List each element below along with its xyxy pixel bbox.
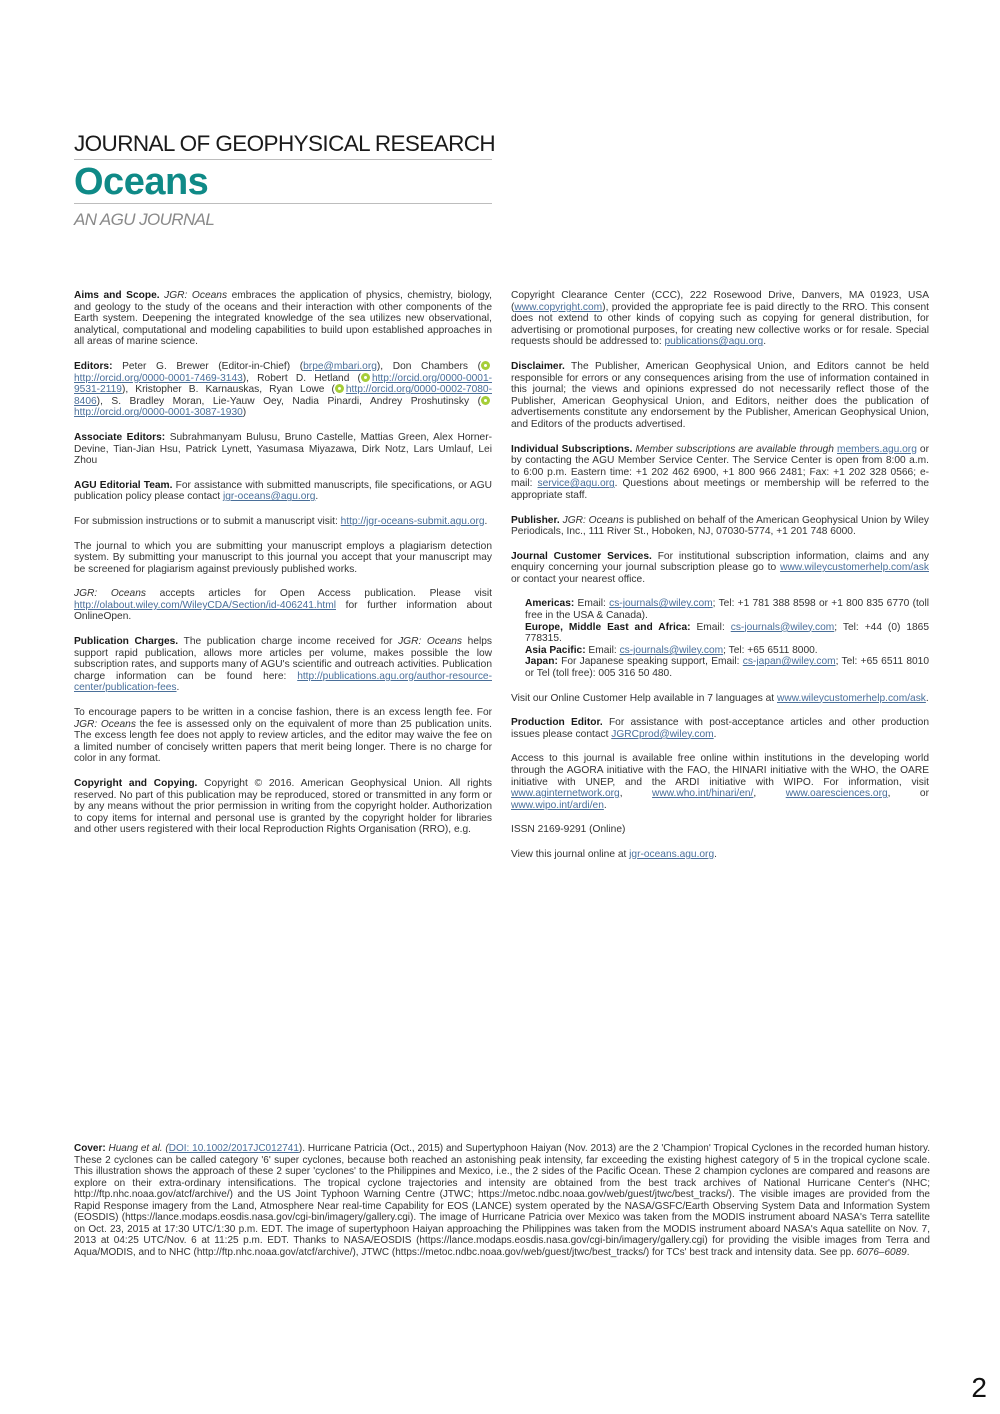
orcid-icon — [481, 361, 490, 370]
customer-help-link[interactable]: www.wileycustomerhelp.com/ask — [780, 562, 929, 574]
office-asia-pacific — [525, 645, 929, 657]
paragraph-text: ), provided the appropriate fee is paid directly to the RRO. This consent does not extend to other kinds of copying such as copying for general distribution, for advertising or promotional purposes, for creating new collective works or for resale. Special requests should be addressed to: — [511, 301, 929, 348]
paragraph-text: For Japanese speaking support, Email: — [557, 656, 743, 668]
paragraph-text: or by contacting the AGU Member Service Center. The Service Center is open from 8:00 a.m. to 6:00 p.m. Eastern time: +1 202 462 6900, +1 800 966 2481; Fax: +1 202 328 0566; e-mail: — [511, 443, 929, 490]
punctuation: . — [484, 515, 488, 527]
regional-offices — [525, 598, 929, 679]
paragraph-text: ; Tel: +44 (0) 1865 778315. — [525, 621, 929, 645]
paragraph-text: . Questions about meetings or membership will be referred to the appropriate staff. — [511, 478, 929, 501]
copyright-continued — [511, 290, 929, 348]
publication-charges — [74, 636, 492, 694]
punctuation: . — [603, 799, 607, 811]
journal-ref: JGR: Oceans — [74, 588, 146, 600]
paragraph-text: ), Robert D. Hetland ( — [242, 372, 361, 384]
paragraph-text: the fee is assessed only on the equivalent of more than 25 publication units. The excess length fee does not apply to review articles, and the editor may waive the fee on a limited number of concisely written papers that merit being longer. There is no charge for color in any format. — [74, 718, 492, 765]
paragraph-text: for further information about OnlineOpen. — [74, 599, 492, 623]
copyright-link[interactable]: www.copyright.com — [514, 301, 603, 313]
journal-customer-services — [511, 551, 929, 586]
paragraph-text: View this journal online at — [511, 848, 630, 860]
region-label: Europe, Middle East and Africa: — [525, 621, 691, 633]
paragraph-text: Email: — [585, 644, 620, 656]
paragraph-text: embraces the application of physics, chemistry, biology, and geology to the study of the oceans and their interaction with other components of the Earth system. Deepening the integrated knowledge of the sea utilizes new observational, analytical, computational and modeling capabilities to build upon established approaches in all areas of marine science. — [74, 290, 492, 348]
paragraph-text: is published on behalf of the American Geophysical Union by Wiley Periodicals, Inc., 111 River St., Hoboken, NJ, 07030-5774, +1 201 748 6000. — [511, 514, 929, 538]
journal-online-link[interactable]: jgr-oceans.agu.org — [629, 848, 715, 860]
paragraph-text: ; Tel: +65 6511 8010 or Tel (toll free): 005 316 50 480. — [525, 656, 929, 680]
section-heading: Disclaimer. — [511, 360, 565, 372]
copyright-and-copying — [74, 778, 492, 836]
section-heading: Cover: — [74, 1143, 106, 1154]
cover-pages: 6076–6089 — [856, 1246, 907, 1258]
section-heading: Aims and Scope. — [74, 290, 160, 301]
region-label: Americas: — [525, 598, 575, 610]
ardi-link[interactable]: www.wipo.int/ardi/en — [511, 799, 604, 811]
journal-ref: JGR: Oceans — [164, 290, 228, 301]
header-rule — [74, 203, 492, 204]
office-americas — [525, 598, 929, 621]
masthead — [74, 130, 496, 230]
paragraph-text: Copyright © 2016. American Geophysical Union. All rights reserved. No part of this publication may be reproduced, stored or transmitted in any form or by any means without the prior permission in writing from the copyright holder. Authorization to copy items for internal and personal use is granted by the copyright holder for libraries and other users registered with their local Reproduction Rights Organisation (RRO), e.g. — [74, 778, 493, 836]
members-link[interactable]: members.agu.org — [837, 443, 917, 455]
paragraph-text: The publication charge income received for — [178, 636, 399, 648]
submission-link[interactable]: http://jgr-oceans-submit.agu.org — [340, 515, 485, 527]
journal-ref: JGR: Oceans — [398, 636, 463, 648]
journal-ref: JGR: Oceans — [74, 718, 136, 730]
online-help-link[interactable]: www.wileycustomerhelp.com/ask — [776, 692, 926, 704]
publisher — [511, 515, 929, 538]
paragraph-text: Access to this journal is available free online within institutions in the developing world through the AGORA initiative with the FAO, the HINARI initiative with the WHO, the OARE initiative with UNEP, and the ARDI initiative with WIPO. For information, visit — [511, 753, 929, 788]
journal-tagline: AN AGU JOURNAL — [74, 210, 215, 229]
aims-and-scope — [74, 290, 492, 348]
office-email-link[interactable]: cs-journals@wiley.com — [619, 644, 724, 656]
section-heading: Editors: — [74, 360, 113, 372]
orcid-link[interactable]: http://orcid.org/0000-0001-7469-3143 — [74, 372, 243, 384]
individual-subscriptions — [511, 444, 929, 502]
orcid-link[interactable]: http://orcid.org/0000-0001-9531-2119 — [74, 372, 492, 396]
editorial-email-link[interactable]: jgr-oceans@agu.org — [222, 491, 316, 503]
punctuation: , — [619, 788, 653, 800]
agora-link[interactable]: www.aginternetwork.org — [511, 788, 620, 800]
punctuation: . — [176, 682, 180, 694]
section-heading: Copyright and Copying. — [74, 778, 198, 789]
header-rule — [74, 159, 492, 160]
paragraph-text: Email: — [690, 621, 731, 633]
paragraph-text: Visit our Online Customer Help available in 7 languages at — [511, 692, 777, 704]
issn: ISSN 2169-9291 (Online) — [511, 824, 626, 836]
punctuation: . — [925, 692, 929, 704]
paragraph-text: Email: — [574, 598, 610, 610]
section-heading: Publication Charges. — [74, 636, 179, 648]
production-editor — [511, 717, 929, 740]
service-email-link[interactable]: service@agu.org — [537, 478, 615, 490]
paragraph-text: For submission instructions or to submit a manuscript visit: — [74, 515, 341, 527]
journal-section-title: Oceans — [74, 161, 209, 203]
punctuation: . — [315, 491, 319, 503]
paragraph-text: ), Don Chambers ( — [376, 360, 481, 372]
punctuation: . — [763, 336, 767, 348]
hinari-link[interactable]: www.who.int/hinari/en/ — [652, 788, 754, 800]
office-japan — [525, 656, 929, 679]
online-customer-help — [511, 693, 929, 705]
orcid-link[interactable]: http://orcid.org/0000-0001-3087-1930 — [74, 407, 243, 419]
paragraph-text: ) — [242, 407, 247, 419]
orcid-link[interactable]: http://orcid.org/0000-0002-7080-8406 — [74, 384, 492, 407]
agu-editorial-team — [74, 480, 492, 503]
section-heading: Journal Customer Services. — [511, 550, 652, 562]
view-online — [511, 849, 929, 861]
cover-description — [74, 1143, 930, 1258]
section-heading: Associate Editors: — [74, 431, 166, 443]
plagiarism-notice — [74, 541, 492, 576]
section-heading: Individual Subscriptions. — [511, 443, 633, 455]
punctuation: . — [906, 1246, 910, 1258]
paragraph-text: helps support rapid publication, allows more articles per volume, makes possible the low subscription rates, and supports many of AGU's scientific and outreach activities. Publication charge information can be found here: — [74, 636, 493, 682]
paragraph-text: or contact your nearest office. — [511, 573, 646, 585]
paragraph-text: Subrahmanyam Bulusu, Bruno Castelle, Mattias Green, Alex Horner-Devine, Tian-Jian Hsu, Patrick Lynett, Yasumasa Miyazawa, Dirk Notz, Lars Umlauf, Lei Zhou — [74, 431, 492, 467]
orcid-icon — [335, 384, 344, 393]
doi-link[interactable]: DOI: 10.1002/2017JC012741 — [168, 1143, 299, 1154]
paragraph-text: ), Kristopher B. Karnauskas, Ryan Lowe ( — [121, 384, 335, 396]
paragraph-text: The journal to which you are submitting your manuscript employs a plagiarism detection system. By submitting your manuscript to this journal you accept that your manuscript may be screened for plagiarism against previously published works. — [74, 540, 492, 575]
paragraph-text: ), S. Bradley Moran, Lie-Yauw Oey, Nadia Pinardi, Andrey Proshutinsky ( — [96, 395, 481, 407]
publications-email-link[interactable]: publications@agu.org — [664, 336, 764, 348]
paragraph-text: ; Tel: +65 6511 8000. — [723, 644, 818, 656]
paragraph-text: accepts articles for Open Access publication. Please visit — [145, 588, 492, 600]
office-email-link[interactable]: cs-journals@wiley.com — [609, 598, 713, 610]
punctuation: , — [753, 788, 786, 800]
excess-length-fee — [74, 707, 492, 765]
developing-world-access — [511, 753, 929, 811]
orcid-icon — [481, 396, 490, 405]
cover-authors: Huang et al. ( — [105, 1143, 169, 1154]
paragraph-text: For institutional subscription information, claims and any enquiry concerning your journal subscription please go to — [511, 550, 929, 574]
punctuation: , or — [887, 788, 929, 800]
paragraph-text: Copyright Clearance Center (CCC), 222 Rosewood Drive, Danvers, MA 01923, USA ( — [511, 290, 929, 313]
open-access — [74, 588, 492, 623]
office-emea — [525, 622, 929, 645]
section-heading: AGU Editorial Team. — [74, 479, 173, 491]
paragraph-text: For assistance with submitted manuscripts, file specifications, or AGU publication policy please contact — [74, 479, 493, 503]
editors — [74, 361, 492, 419]
journal-ref: JGR: Oceans — [562, 514, 624, 526]
editor-email-link[interactable]: brpe@mbari.org — [303, 360, 377, 372]
paragraph-text: ; Tel: +1 781 388 8598 or +1 800 835 6770 (toll free in the USA & Canada). — [525, 598, 930, 622]
oare-link[interactable]: www.oaresciences.org — [785, 788, 888, 800]
punctuation: . — [714, 848, 717, 860]
open-access-link[interactable]: http://olabout.wiley.com/WileyCDA/Section/id-406241.html — [74, 599, 336, 611]
paragraph-text: The Publisher, American Geophysical Union, and Editors cannot be held responsible for errors or any consequences arising from the use of information contained in this journal; the views and opinions expressed do not necessarily reflect those of the Publisher, American Geophysical Union, and Editors, neither does the publication of advertisements constitute any endorsement by the Publisher, American Geophysical Union, and Editors of the products advertised. — [511, 360, 929, 430]
office-email-link[interactable]: cs-journals@wiley.com — [730, 621, 835, 633]
region-label: Japan: — [525, 656, 558, 668]
orcid-icon — [361, 373, 370, 382]
journal-name: JOURNAL OF GEOPHYSICAL RESEARCH — [74, 131, 496, 156]
production-email-link[interactable]: JGRCprod@wiley.com — [611, 728, 714, 740]
office-email-link[interactable]: cs-japan@wiley.com — [742, 656, 836, 668]
associate-editors — [74, 432, 492, 467]
paragraph-text: For assistance with post-acceptance articles and other production issues please contact — [511, 717, 929, 740]
paragraph-text: Peter G. Brewer (Editor-in-Chief) ( — [112, 360, 304, 372]
page-number: 2 — [971, 1372, 987, 1403]
punctuation: . — [713, 728, 717, 740]
right-column — [511, 290, 929, 874]
section-heading: Production Editor. — [511, 717, 603, 729]
disclaimer — [511, 361, 929, 431]
region-label: Asia Pacific: — [525, 644, 586, 656]
paragraph-text: Member subscriptions are available through — [632, 443, 838, 455]
paragraph-text: To encourage papers to be written in a concise fashion, there is an excess length fee. For — [74, 707, 492, 719]
paragraph-text: ). Hurricane Patricia (Oct., 2015) and Supertyphoon Haiyan (Nov. 2013) are the 2 'Champion' Tropical Cyclones in the recorded human history. These 2 cyclones can be called category '6' super cyclones, because both reached an astonishing peak intensity, far exceeding the existing highest category of 5 in the tropical cyclone scale. This illustration shows the approach of these 2 super 'cyclones' to the Philippines and Mexico, i.e., the 2 sides of the Pacific Ocean. These 2 champion cyclones are compared and reasons are explore on their extra-ordinary intensifications. The tropical cyclone trajectories and intensity are obtained from the best track archives of National Hurricane Center's (NHC; http://ftp.nhc.noaa.gov/atcf/archive/) and the US Joint Typhoon Warning Centre (JTWC; https://metoc.ndbc.noaa.gov/web/guest/jtwc/best_tracks/). The visible images are provided from the Rapid Response imagery from the Land, Atmosphere Near real-time Capability for EOS (LANCE) system operated by the NASA/GSFC/Earth Observing System Data and Information System (EOSDIS) (https://lance.modaps.eosdis.nasa.gov/cgi-bin/imagery/gallery.cgi). The image of Hurricane Patricia over Mexico was taken from the MODIS instrument aboard NASA's Terra satellite on Oct. 23, 2015 at 17:30 UTC/1:30 p.m. EDT. The image of supertyphoon Haiyan approaching the Philippines was taken from the MODIS instrument aboard NASA's Aqua satellite on Nov. 7, 2013 at 04:25 UTC/Nov. 6 at 11:25 p.m. EDT. Thanks to NASA/EOSDIS (https://lance.modaps.eosdis.nasa.gov/cgi-bin/imagery/gallery.cgi) for providing the visible images from Terra and Aqua/MODIS, and to NHC (http://ftp.nhc.noaa.gov/atcf/archive/), JTWC (https://metoc.ndbc.noaa.gov/web/guest/jtwc/best_tracks/) for TCs' best track and intensity data. See pp. — [74, 1143, 931, 1258]
left-column — [74, 290, 492, 849]
section-heading: Publisher. — [511, 514, 560, 526]
publication-fees-link[interactable]: http://publications.agu.org/author-resource-center/publication-fees — [74, 670, 492, 694]
submission-instructions — [74, 516, 492, 528]
